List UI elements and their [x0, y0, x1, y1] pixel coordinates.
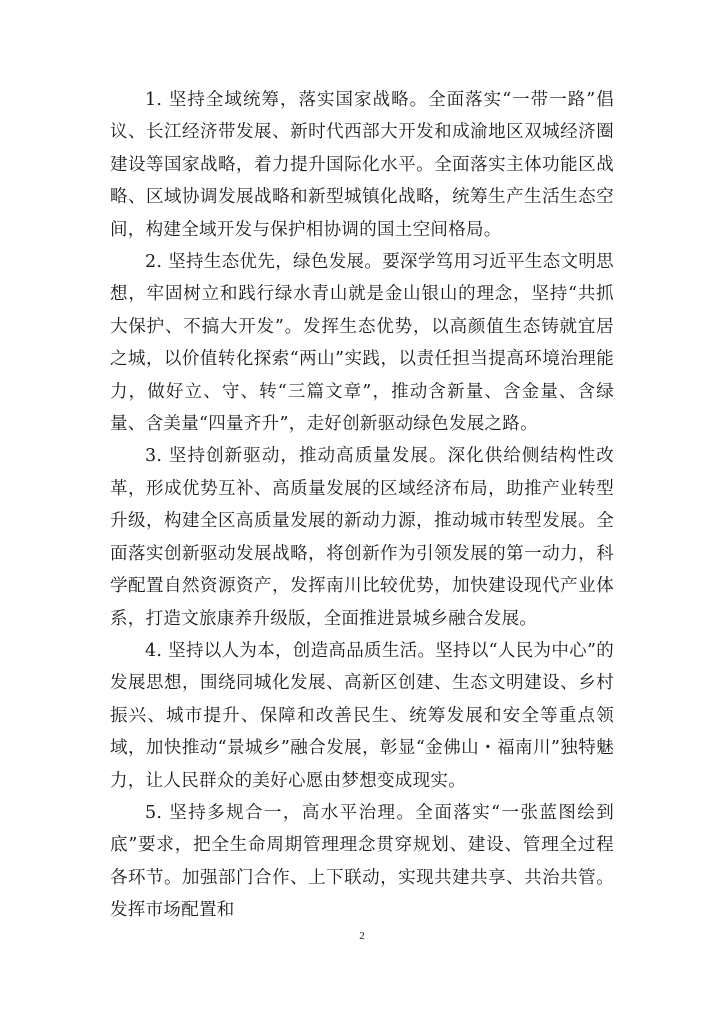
page-number: 2 — [359, 930, 365, 942]
document-body — [110, 84, 614, 927]
paragraph-4: 4. 坚持以人为本，创造高品质生活。坚持以“人民为中心”的发展思想，围绕同城化发展、高新区创建、生态文明建设、乡村振兴、城市提升、保障和改善民生、统筹发展和安全等重点领域，加快推动“景城乡”融合发展，彰显“金佛山・福南川”独特魅力，让人民群众的美好心愿由梦想变成现实。 — [110, 640, 614, 791]
paragraph-1: 1. 坚持全域统筹，落实国家战略。全面落实“一带一路”倡议、长江经济带发展、新时代西部大开发和成渝地区双城经济圈建设等国家战略，着力提升国际化水平。全面落实主体功能区战略、区域协调发展战略和新型城镇化战略，统筹生产生活生态空间，构建全域开发与保护相协调的国土空间格局。 — [110, 90, 614, 240]
paragraph-3: 3. 坚持创新驱动，推动高质量发展。深化供给侧结构性改革，形成优势互补、高质量发展的区域经济布局，助推产业转型升级，构建全区高质量发展的新动力源，推动城市转型发展。全面落实创新驱动发展战略，将创新作为引领发展的第一动力，科学配置自然资源资产，发挥南川比较优势，加快建设现代产业体系，打造文旅康养升级版，全面推进景城乡融合发展。 — [110, 446, 614, 629]
paragraph-5: 5. 坚持多规合一，高水平治理。全面落实“一张蓝图绘到底”要求，把全生命周期管理理念贯穿规划、建设、管理全过程各环节。加强部门合作、上下联动，实现共建共享、共治共管。发挥市场配置和 — [110, 802, 614, 921]
paragraph-2: 2. 坚持生态优先，绿色发展。要深学笃用习近平生态文明思想，牢固树立和践行绿水青山就是金山银山的理念，坚持“共抓大保护、不搞大开发”。发挥生态优势，以高颜值生态铸就宜居之城，以价值转化探索“两山”实践，以责任担当提高环境治理能力，做好立、守、转“三篇文章”，推动含新量、含金量、含绿量、含美量“四量齐升”，走好创新驱动绿色发展之路。 — [110, 252, 614, 435]
